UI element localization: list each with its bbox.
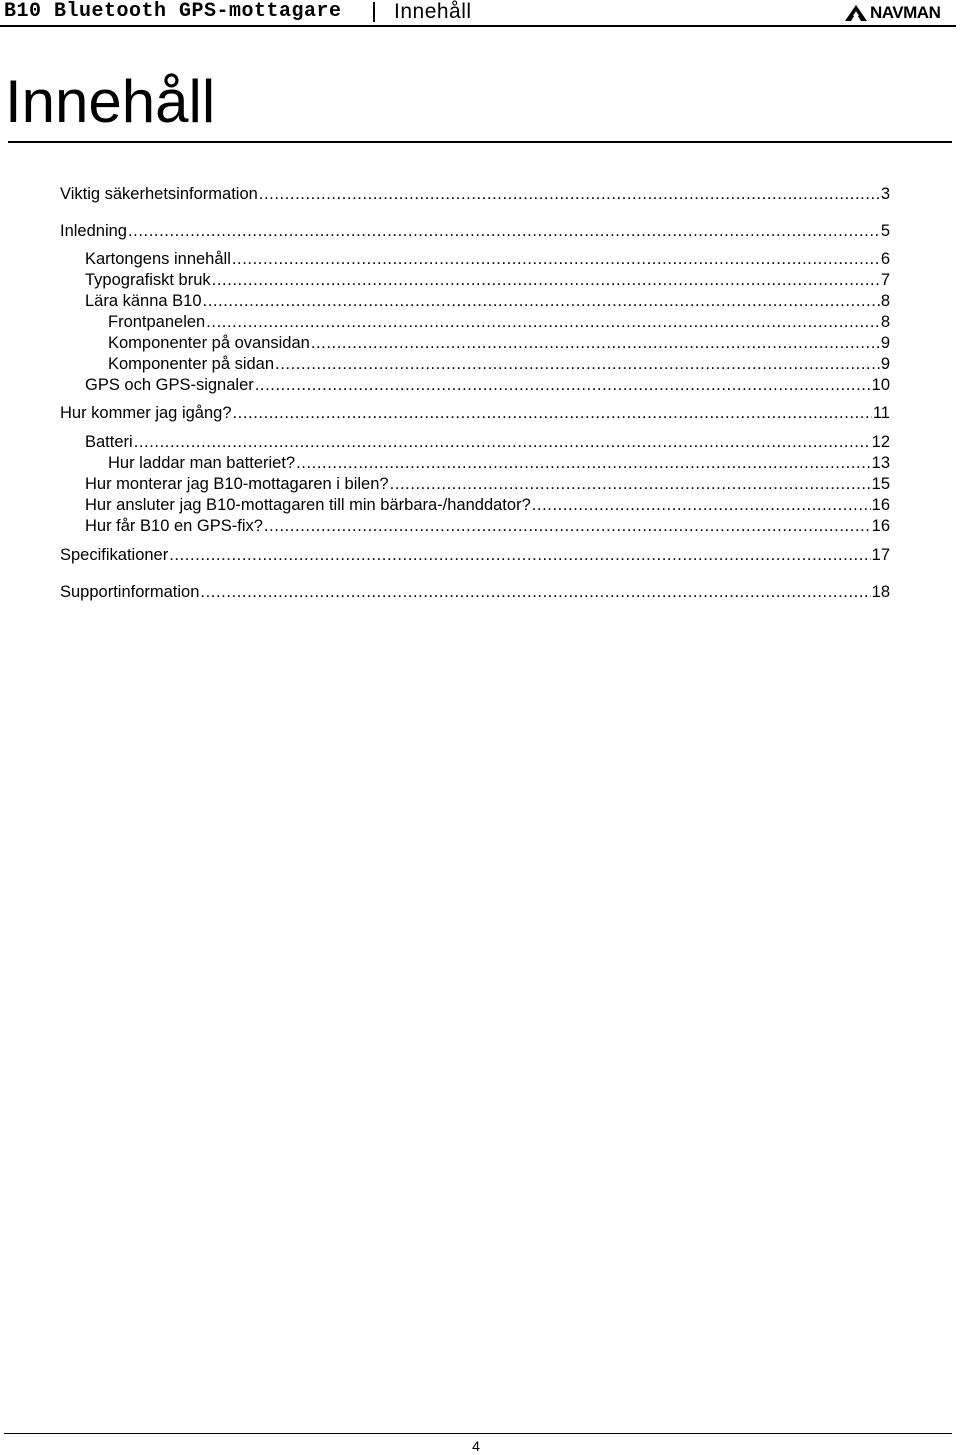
toc-entry[interactable] [85,249,890,269]
toc-entry[interactable] [60,545,890,565]
toc-entry[interactable] [60,582,890,602]
toc-entry[interactable] [85,375,890,395]
toc-entry[interactable] [60,184,890,204]
toc-leader [203,291,880,311]
toc-leader [200,582,870,602]
header-section-title: Innehåll [394,0,472,23]
toc-leader [128,221,880,241]
toc-leader [233,403,872,423]
toc-entry-page: 7 [880,271,890,289]
toc-entry-label: Hur får B10 en GPS-fix? [85,517,263,535]
toc-entry[interactable] [108,354,890,374]
navman-logo-icon [844,4,868,22]
toc-leader [134,432,871,452]
toc-entry-page: 16 [871,517,890,535]
toc-leader [259,184,880,204]
brand-name: NAVMAN [870,3,941,22]
brand-logo [844,3,940,23]
toc-entry[interactable] [85,516,890,536]
toc-leader [264,516,871,536]
toc-entry-label: Viktig säkerhetsinformation [60,185,258,203]
toc-entry[interactable] [108,453,890,473]
toc-entry[interactable] [108,333,890,353]
toc-entry-page: 5 [880,222,890,240]
toc-leader [169,545,870,565]
toc-entry[interactable] [85,291,890,311]
toc-entry[interactable] [60,403,890,423]
toc-entry[interactable] [85,432,890,452]
toc-entry-page: 18 [871,583,890,601]
toc-entry[interactable] [85,495,890,515]
toc-leader [390,474,871,494]
toc-entry[interactable] [108,312,890,332]
page-number: 4 [472,1438,480,1454]
page-title: Innehåll [5,68,216,135]
toc-entry-label: Hur ansluter jag B10-mottagaren till min bärbara-/handdator? [85,496,531,514]
toc-entry-label: Batteri [85,433,133,451]
toc-entry-label: Typografiskt bruk [85,271,211,289]
toc-leader [311,333,880,353]
toc-entry[interactable] [85,474,890,494]
toc-entry-label: Frontpanelen [108,313,206,331]
toc-entry-label: Komponenter på ovansidan [108,334,310,352]
toc-entry-label: Hur monterar jag B10-mottagaren i bilen? [85,475,389,493]
toc-entry-page: 9 [880,334,890,352]
toc-entry-label: Komponenter på sidan [108,355,275,373]
toc-entry-page: 9 [880,355,890,373]
toc-leader [255,375,871,395]
toc-leader [232,249,880,269]
toc-entry[interactable] [85,270,890,290]
toc-entry-page: 11 [872,404,890,422]
page-header [0,0,956,26]
toc-leader [296,453,871,473]
document-title: B10 Bluetooth GPS-mottagare [4,0,342,23]
toc-entry-label: GPS och GPS-signaler [85,376,254,394]
footer-rule [4,1433,952,1434]
toc-entry-label: Hur laddar man batteriet? [108,454,296,472]
toc-entry-page: 3 [880,185,890,203]
toc-entry-label: Specifikationer [60,546,169,564]
toc-leader [212,270,880,290]
toc-leader [275,354,880,374]
toc-entry-page: 8 [880,313,890,331]
toc-entry-label: Supportinformation [60,583,200,601]
toc-entry-page: 10 [871,376,890,394]
toc-leader [532,495,871,515]
toc-entry-label: Lära känna B10 [85,292,202,310]
title-rule [8,141,952,143]
toc-entry-page: 15 [871,475,890,493]
toc-entry-label: Kartongens innehåll [85,250,231,268]
toc-entry-page: 16 [871,496,890,514]
toc-entry-page: 17 [871,546,890,564]
toc-entry-label: Inledning [60,222,127,240]
header-rule [0,25,956,27]
toc-leader [206,312,880,332]
toc-entry-label: Hur kommer jag igång? [60,404,232,422]
toc-entry-page: 8 [880,292,890,310]
toc-entry[interactable] [60,221,890,241]
toc-entry-page: 12 [871,433,890,451]
toc-entry-page: 6 [880,250,890,268]
header-separator [373,2,375,22]
toc-entry-page: 13 [871,454,890,472]
